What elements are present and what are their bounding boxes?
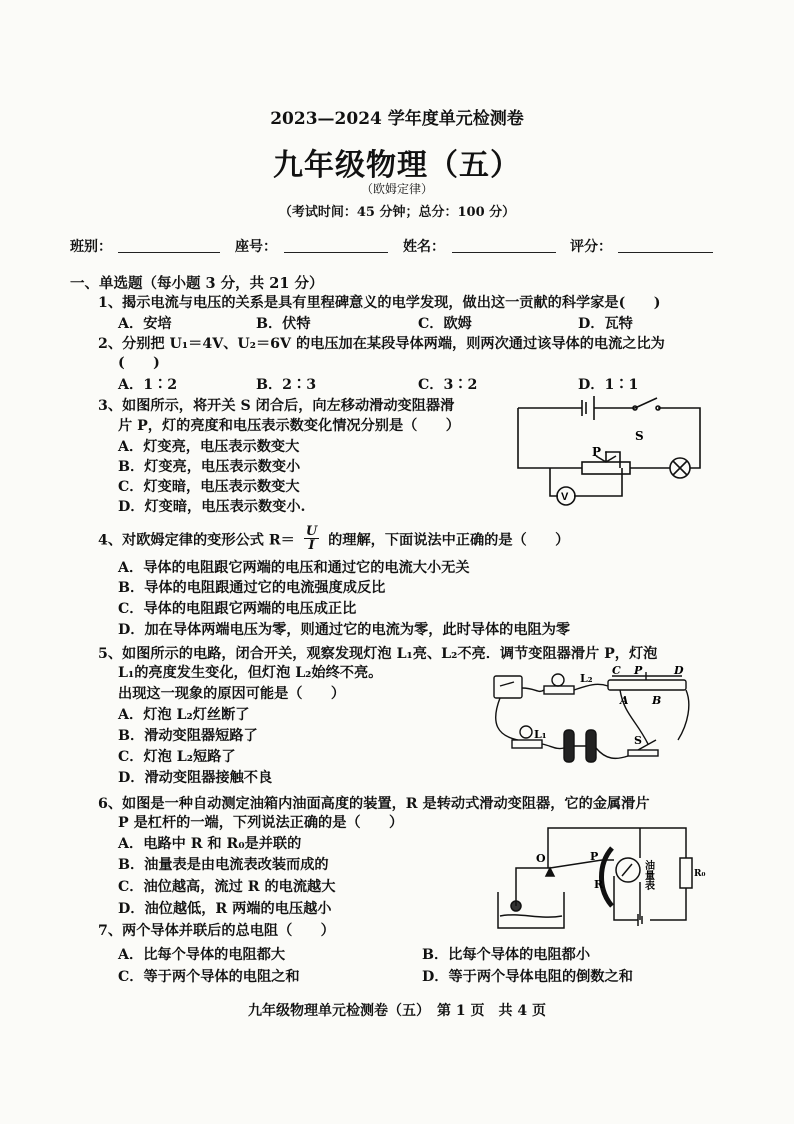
q5-option-c[interactable]: C．灯泡 L₂短路了 — [118, 749, 236, 765]
q7-option-a[interactable]: A．比每个导体的电阻都大 — [118, 947, 286, 963]
q5-fig-c-label: C — [612, 664, 621, 677]
q1-option-d[interactable]: D．瓦特 — [578, 316, 633, 332]
q4-option-a[interactable]: A．导体的电阻跟它两端的电压和通过它的电流大小无关 — [118, 560, 470, 576]
q5-stem-line2: L₁的亮度发生变化，但灯泡 L₂始终不亮。 — [118, 665, 383, 681]
name-field[interactable] — [452, 252, 556, 253]
q5-option-b[interactable]: B．滑动变阻器短路了 — [118, 728, 258, 744]
q6-fig-p-label: P — [590, 850, 599, 863]
q2-stem-line2: ( ) — [118, 355, 160, 371]
q4-stem-post: 的理解，下面说法中正确的是（ ） — [328, 532, 570, 549]
q6-fig-gauge-label: 油量表 — [642, 860, 654, 890]
q7-stem: 7、两个导体并联后的总电阻（ ） — [98, 923, 335, 939]
q3-fig-p-label: P — [592, 445, 602, 459]
q2-option-c[interactable]: C．3∶2 — [418, 377, 478, 393]
q4-option-c[interactable]: C．导体的电阻跟它两端的电压成正比 — [118, 601, 357, 617]
q2-option-d[interactable]: D．1∶1 — [578, 377, 639, 393]
q3-option-a[interactable]: A．灯变亮，电压表示数变大 — [118, 439, 300, 455]
q6-fig-r-label: R — [594, 878, 604, 891]
q2-stem-line1: 2、分别把 U₁＝4V、U₂＝6V 的电压加在某段导体两端，则两次通过该导体的电流之比为 — [98, 336, 665, 352]
unit-subtitle: （欧姆定律） — [360, 182, 433, 196]
class-label: 班别： — [70, 239, 112, 255]
q2-option-b[interactable]: B．2∶3 — [256, 377, 317, 393]
q6-oil-gauge-diagram — [490, 824, 706, 934]
q6-option-c[interactable]: C．油位越高，流过 R 的电流越大 — [118, 879, 336, 895]
q5-option-d[interactable]: D．滑动变阻器接触不良 — [118, 770, 273, 786]
q5-stem-line3: 出现这一现象的原因可能是（ ） — [118, 686, 346, 702]
q4-option-d[interactable]: D．加在导体两端电压为零，则通过它的电流为零，此时导体的电阻为零 — [118, 622, 571, 638]
q4-option-b[interactable]: B．导体的电阻跟通过它的电流强度成反比 — [118, 580, 386, 596]
q5-fig-b-label: B — [652, 694, 662, 707]
section-title: 一、单选题（每小题 3 分，共 21 分） — [70, 275, 324, 292]
q1-stem: 1、揭示电流与电压的关系是具有里程碑意义的电学发现，做出这一贡献的科学家是( ) — [98, 295, 661, 311]
student-info-row — [70, 236, 730, 258]
q4-formula-numerator: U — [305, 524, 318, 539]
q3-stem-line2: 片 P，灯的亮度和电压表示数变化情况分别是（ ） — [118, 418, 460, 434]
q1-option-a[interactable]: A．安培 — [118, 316, 172, 332]
q3-option-c[interactable]: C．灯变暗，电压表示数变大 — [118, 479, 300, 495]
q3-circuit-diagram — [510, 392, 710, 512]
main-title: 九年级物理（五） — [273, 148, 521, 183]
q5-stem-line1: 5、如图所示的电路，闭合开关，观察发现灯泡 L₁亮、L₂不亮．调节变阻器滑片 P，灯泡 — [98, 646, 658, 662]
q6-fig-o-label: O — [536, 852, 546, 865]
q3-fig-s-label: S — [635, 429, 644, 443]
class-field[interactable] — [118, 252, 220, 253]
seat-label: 座号： — [235, 239, 277, 255]
q7-option-b[interactable]: B．比每个导体的电阻都小 — [422, 947, 591, 963]
q6-option-d[interactable]: D．油位越低，R 两端的电压越小 — [118, 901, 332, 917]
q4-formula-denominator: I — [308, 538, 315, 553]
q6-stem-line1: 6、如图是一种自动测定油箱内油面高度的装置，R 是转动式滑动变阻器，它的金属滑片 — [98, 796, 650, 812]
score-label: 评分： — [570, 239, 612, 255]
q3-option-b[interactable]: B．灯变亮，电压表示数变小 — [118, 459, 301, 475]
q1-option-c[interactable]: C．欧姆 — [418, 316, 472, 332]
q3-fig-v-label: V — [561, 491, 569, 503]
name-label: 姓名： — [403, 239, 445, 255]
page-footer: 九年级物理单元检测卷（五） 第 1 页 共 4 页 — [248, 1003, 546, 1019]
q2-option-a[interactable]: A．1∶2 — [118, 377, 178, 393]
q5-option-a[interactable]: A．灯泡 L₂灯丝断了 — [118, 707, 250, 723]
q7-option-c[interactable]: C．等于两个导体的电阻之和 — [118, 969, 300, 985]
q4-stem-pre: 4、对欧姆定律的变形公式 R＝ — [98, 532, 295, 549]
q5-fig-s-label: S — [634, 734, 642, 747]
q5-circuit-photo-diagram — [488, 664, 694, 768]
year-title: 2023—2024 学年度单元检测卷 — [270, 109, 524, 129]
score-field[interactable] — [618, 252, 713, 253]
seat-field[interactable] — [284, 252, 388, 253]
q6-option-b[interactable]: B．油量表是由电流表改装而成的 — [118, 857, 329, 873]
q5-fig-p-label: P — [634, 664, 643, 677]
q5-fig-d-label: D — [674, 664, 684, 677]
q5-fig-l1-label: L₁ — [534, 728, 547, 741]
q4-formula-fraction — [304, 525, 319, 552]
exam-info: （考试时间：45 分钟；总分：100 分） — [278, 205, 516, 220]
q6-fig-r0-label: R₀ — [694, 869, 706, 879]
q5-fig-a-label: A — [620, 694, 629, 707]
q3-option-d[interactable]: D．灯变暗，电压表示数变小. — [118, 499, 306, 515]
q3-stem-line1: 3、如图所示，将开关 S 闭合后，向左移动滑动变阻器滑 — [98, 398, 455, 414]
q4-stem — [98, 524, 570, 554]
q5-fig-l2-label: L₂ — [580, 672, 593, 685]
q7-option-d[interactable]: D．等于两个导体电阻的倒数之和 — [422, 969, 633, 985]
q6-stem-line2: P 是杠杆的一端，下列说法正确的是（ ） — [118, 815, 404, 831]
q6-option-a[interactable]: A．电路中 R 和 R₀是并联的 — [118, 836, 302, 852]
q1-option-b[interactable]: B．伏特 — [256, 316, 311, 332]
